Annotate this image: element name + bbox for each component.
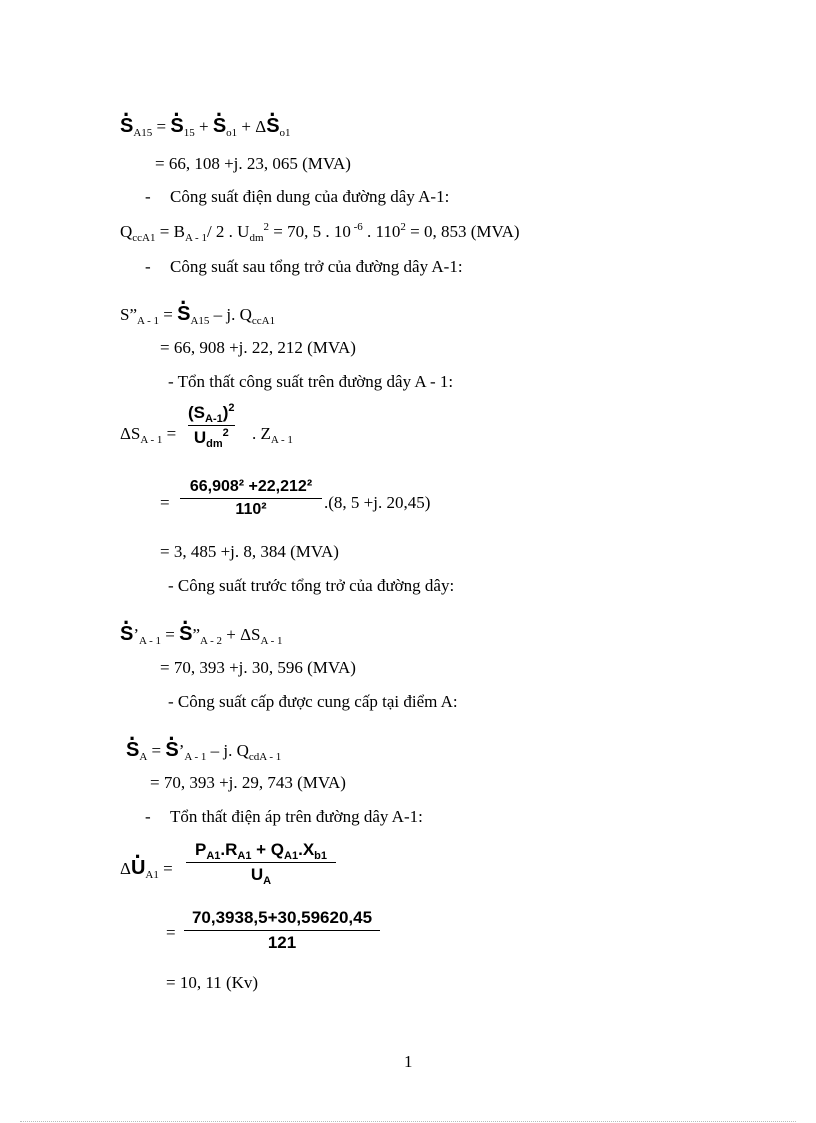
eq-s-a1: $S”_{A - 1}$ = · $S_{A15}$ – j. $Q_{ccA1}$ (120, 304, 275, 324)
eq-impedance-value: .(8, 5 +j. 20,45) (324, 493, 431, 512)
heading-power-loss: - Tổn thất công suất trên đường dây A - 1: (168, 372, 454, 391)
bullet-dash: - (145, 807, 151, 826)
heading-capacitive-power: Công suất điện dung của đường dây A-1: (170, 187, 450, 206)
eq-delta-s-z: . $Z_{A - 1}$ (252, 424, 293, 446)
eq-delta-u-fraction: $P_{A1}.R_{A1} + Q_{A1}.X_{b1}$ $U_A$ (186, 840, 336, 885)
eq-delta-u-numeric: 70,3938,5+30,59620,45 121 (184, 908, 380, 953)
eq-sa15-result: = 66, 108 +j. 23, 065 (MVA) (155, 154, 351, 173)
bullet-dash: - (145, 187, 151, 206)
eq-s-a1-result: = 66, 908 +j. 22, 212 (MVA) (160, 338, 356, 357)
eq-sa15: · $S_{A15}$ = · $S_{15}$ + · $S_{o1} + \Delta\cdot S_{o1}$ (120, 116, 291, 136)
eq-delta-s-label: $\Delta S_{A - 1}$ = (120, 424, 177, 446)
eq-delta-u-label: $\Delta\cdot U_{A1}$ = (120, 858, 173, 878)
eq-equals: = (166, 923, 176, 942)
eq-s-prime-a1: · $S’_{A - 1}$ = · $S”_{A - 2} + \Delta S_{A - 1}$ (120, 624, 282, 644)
eq-sa: · $S_A$ = · $S’_{A - 1}$ – j. $Q_{cdA - 1}$ (126, 740, 281, 760)
eq-numeric-fraction: 66,908² +22,212² 110² (180, 478, 322, 519)
heading-supplied-power: - Công suất cấp được cung cấp tại điểm A: (168, 692, 458, 711)
eq-equals: = (160, 493, 170, 512)
eq-s-prime-a1-result: = 70, 393 +j. 30, 596 (MVA) (160, 658, 356, 677)
eq-qcca1: $Q_{ccA1} = B_{A - 1}/$ 2 . $U_{dm}^2 = 70$, 5 . 10 $^{-6}$ . $110^2 = 0$, 853 (MVA) (120, 221, 520, 244)
eq-delta-u-result: = 10, 11 (Kv) (166, 973, 259, 992)
heading-power-before-impedance: - Công suất trước tổng trở của đường dây: (168, 576, 455, 595)
eq-sa-result: = 70, 393 +j. 29, 743 (MVA) (150, 773, 346, 792)
bullet-dash: - (145, 257, 151, 276)
heading-power-after-impedance: Công suất sau tổng trở của đường dây A-1: (170, 257, 463, 276)
footer-divider (20, 1121, 796, 1122)
page-number: 1 (404, 1052, 413, 1071)
eq-delta-s-result: = 3, 485 +j. 8, 384 (MVA) (160, 542, 339, 561)
heading-voltage-loss: Tổn thất điện áp trên đường dây A-1: (170, 807, 423, 826)
eq-delta-s-fraction: $(S_{A-1})^2$ $U_{dm}^2$ (188, 402, 235, 450)
